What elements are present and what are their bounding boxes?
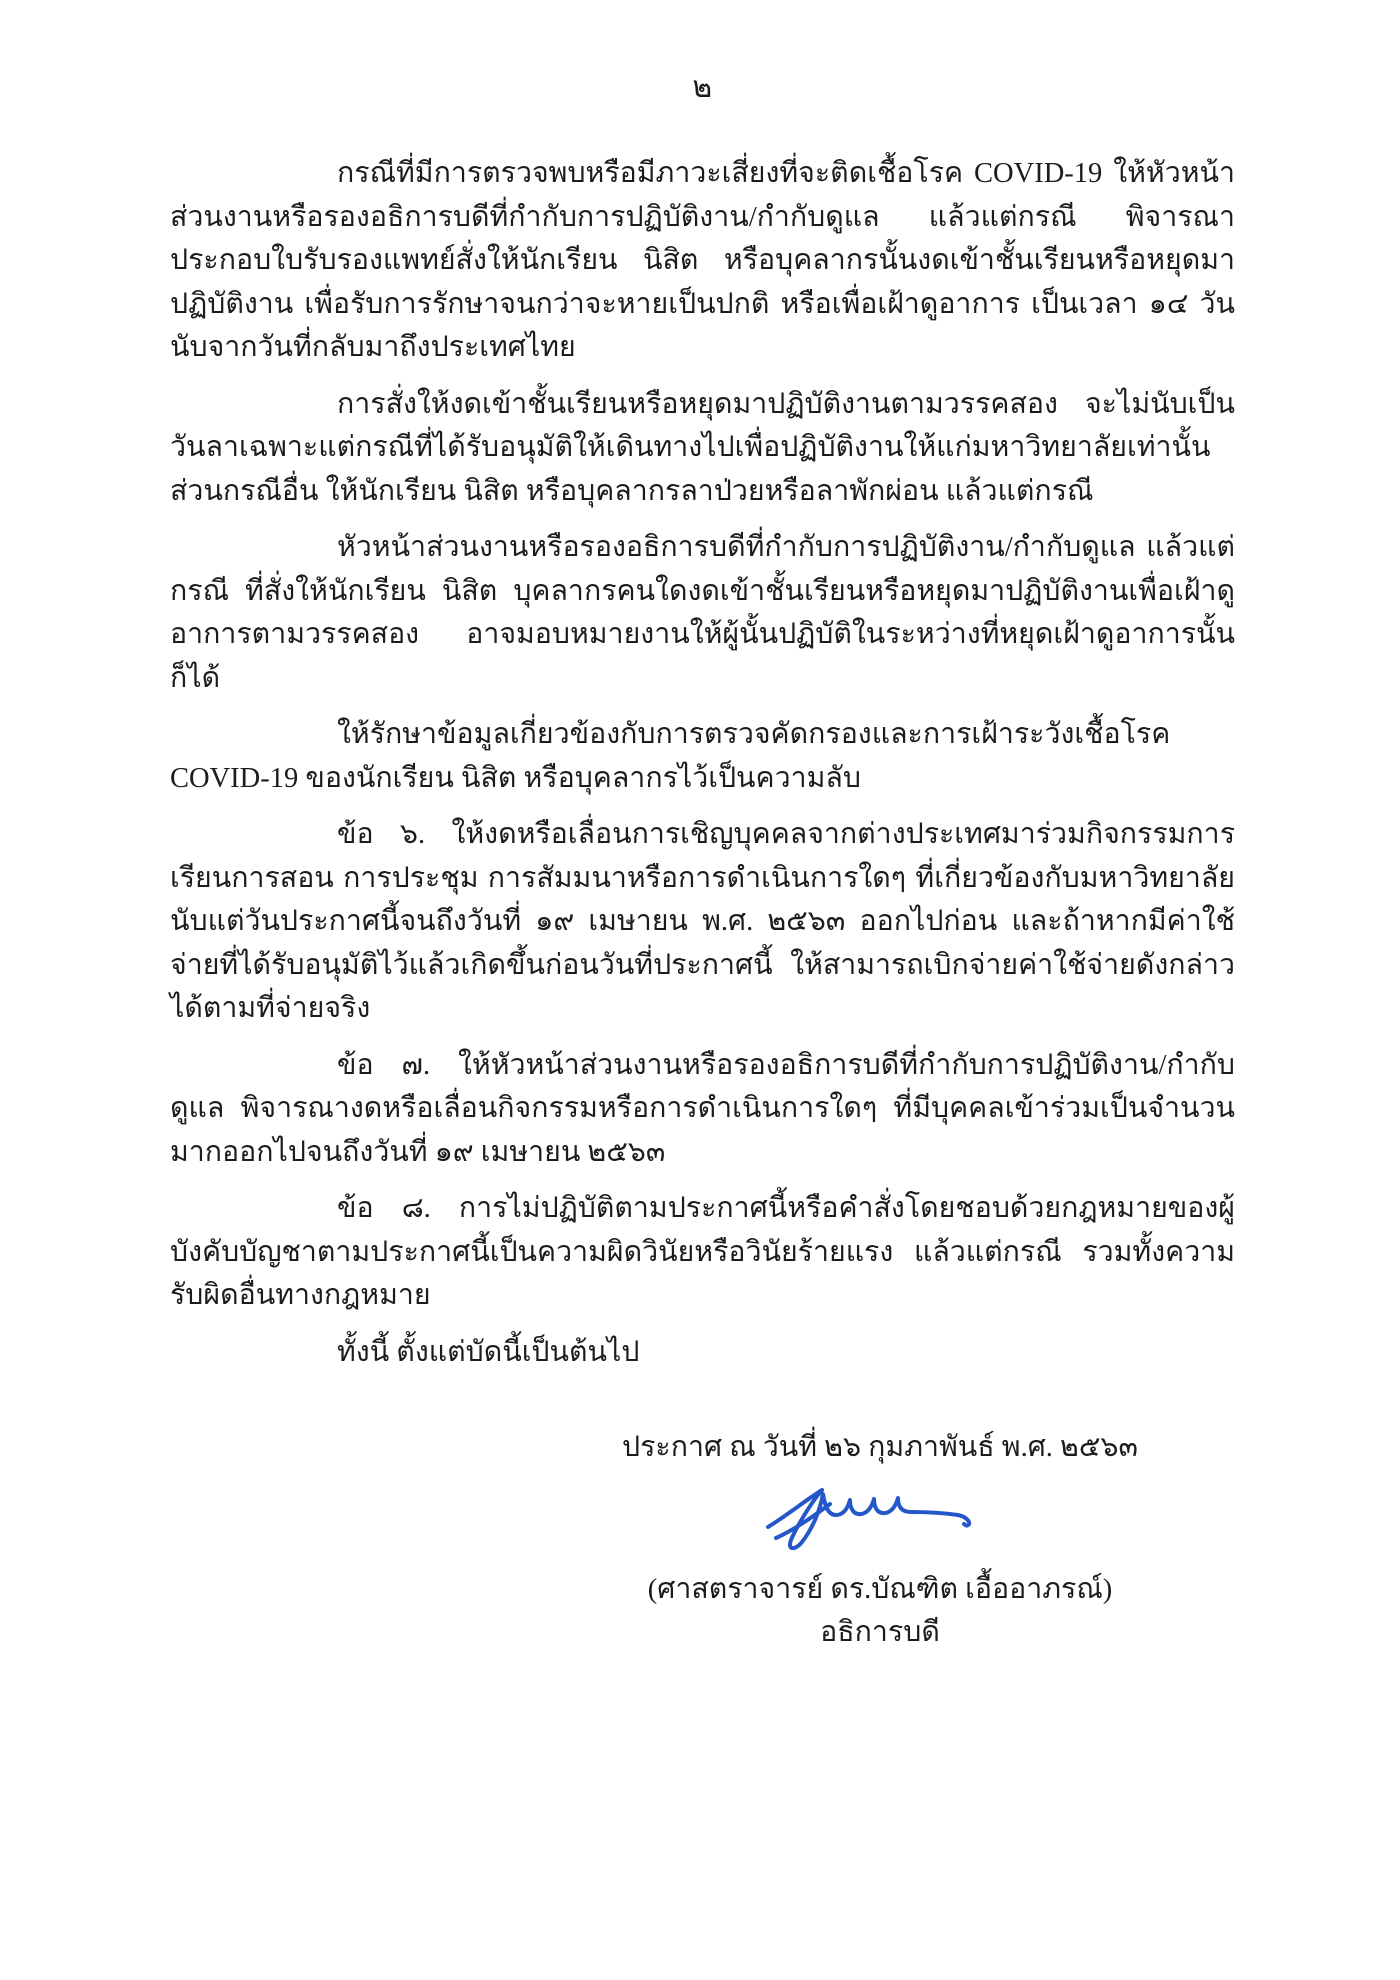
signatory-name: (ศาสตราจารย์ ดร.บัณฑิต เอื้ออาภรณ์) bbox=[647, 1573, 1113, 1605]
paragraph-clause-6: ข้อ ๖. ให้งดหรือเลื่อนการเชิญบุคคลจากต่างประเทศมาร่วมกิจกรรมการเรียนการสอน การประชุม การสัมมนาหรือการดำเนินการใดๆ ที่เกี่ยวข้องกับมหาวิทยาลัย นับแต่วันประกาศนี้จนถึงวันที่ ๑๙ เมษายน พ.ศ. ๒๕๖๓ ออกไปก่อน และถ้าหากมีค่าใช้จ่ายที่ได้รับอนุมัติไว้แล้วเกิดขึ้นก่อนวันที่ประกาศนี้ ให้สามารถเบิกจ่ายค่าใช้จ่ายดังกล่าวได้ตามที่จ่ายจริง bbox=[170, 819, 1235, 1024]
announcement-date: ประกาศ ณ วันที่ ๒๖ กุมภาพันธ์ พ.ศ. ๒๕๖๓ bbox=[622, 1432, 1138, 1463]
signature bbox=[760, 1480, 1000, 1562]
paragraph-leave-counting: การสั่งให้งดเข้าชั้นเรียนหรือหยุดมาปฏิบัติงานตามวรรคสอง จะไม่นับเป็นวันลาเฉพาะแต่กรณีที่ได้รับอนุมัติให้เดินทางไปเพื่อปฏิบัติงานให้แก่มหาวิทยาลัยเท่านั้น ส่วนกรณีอื่น ให้นักเรียน นิสิต หรือบุคลากรลาป่วยหรือลาพักผ่อน แล้วแต่กรณี bbox=[170, 388, 1235, 507]
signature-block bbox=[580, 1426, 1180, 1655]
paragraph-clause-8: ข้อ ๘. การไม่ปฏิบัติตามประกาศนี้หรือคำสั่งโดยชอบด้วยกฎหมายของผู้บังคับบัญชาตามประกาศนี้เป็นความผิดวินัยหรือวินัยร้ายแรง แล้วแต่กรณี รวมทั้งความรับผิดอื่นทางกฎหมาย bbox=[170, 1193, 1235, 1311]
paragraph-confidentiality: ให้รักษาข้อมูลเกี่ยวข้องกับการตรวจคัดกรองและการเฝ้าระวังเชื้อโรค COVID-19 ของนักเรียน นิสิต หรือบุคลากรไว้เป็นความลับ bbox=[170, 719, 1171, 794]
signatory-title: อธิการบดี bbox=[820, 1617, 940, 1648]
paragraph-clause-7: ข้อ ๗. ให้หัวหน้าส่วนงานหรือรองอธิการบดีที่กำกับการปฏิบัติงาน/กำกับดูแล พิจารณางดหรือเลื่อนกิจกรรมหรือการดำเนินการใดๆ ที่มีบุคคลเข้าร่วมเป็นจำนวนมากออกไปจนถึงวันที่ ๑๙ เมษายน ๒๕๖๓ bbox=[170, 1049, 1235, 1168]
page-number: ๒ bbox=[692, 71, 713, 104]
paragraph-effective-date: ทั้งนี้ ตั้งแต่บัดนี้เป็นต้นไป bbox=[337, 1336, 640, 1368]
paragraph-case-detected: กรณีที่มีการตรวจพบหรือมีภาวะเสี่ยงที่จะติดเชื้อโรค COVID-19 ให้หัวหน้าส่วนงานหรือรองอธิการบดีที่กำกับการปฏิบัติงาน/กำกับดูแล แล้วแต่กรณี พิจารณาประกอบใบรับรองแพทย์สั่งให้นักเรียน นิสิต หรือบุคลากรนั้นงดเข้าชั้นเรียนหรือหยุดมาปฏิบัติงาน เพื่อรับการรักษาจนกว่าจะหายเป็นปกติ หรือเพื่อเฝ้าดูอาการ เป็นเวลา ๑๔ วัน นับจากวันที่กลับมาถึงประเทศไทย bbox=[170, 158, 1235, 363]
signature-ink-icon bbox=[760, 1480, 1000, 1562]
paragraph-work-assignment: หัวหน้าส่วนงานหรือรองอธิการบดีที่กำกับการปฏิบัติงาน/กำกับดูแล แล้วแต่กรณี ที่สั่งให้นักเรียน นิสิต บุคลากรคนใดงดเข้าชั้นเรียนหรือหยุดมาปฏิบัติงานเพื่อเฝ้าดูอาการตามวรรคสอง อาจมอบหมายงานให้ผู้นั้นปฏิบัติในระหว่างที่หยุดเฝ้าดูอาการนั้นก็ได้ bbox=[170, 532, 1235, 694]
